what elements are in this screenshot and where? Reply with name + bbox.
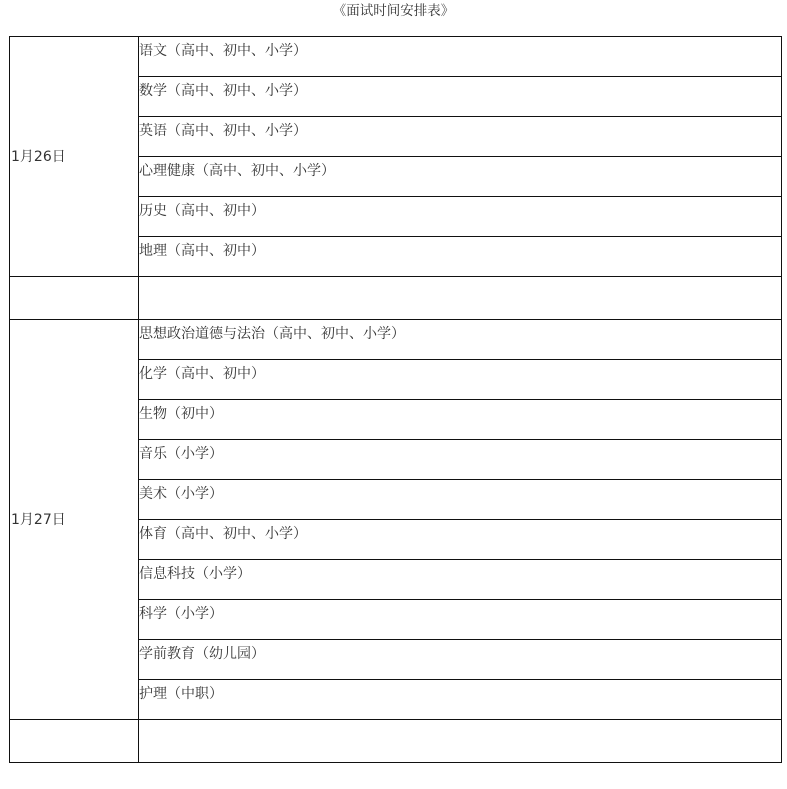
- empty-cell: [139, 277, 782, 320]
- schedule-table: [9, 36, 782, 763]
- subject-cell: 科学（小学）: [139, 600, 782, 640]
- subject-cell: 英语（高中、初中、小学）: [139, 117, 782, 157]
- subject-cell: 思想政治道德与法治（高中、初中、小学）: [139, 320, 782, 360]
- empty-row: [10, 277, 782, 320]
- subject-cell: 化学（高中、初中）: [139, 360, 782, 400]
- document-title: 《面试时间安排表》: [332, 3, 455, 19]
- subject-cell: 体育（高中、初中、小学）: [139, 520, 782, 560]
- empty-row: [10, 720, 782, 763]
- subject-cell: 学前教育（幼儿园）: [139, 640, 782, 680]
- subject-cell: 历史（高中、初中）: [139, 197, 782, 237]
- subject-cell: 护理（中职）: [139, 680, 782, 720]
- subject-cell: 音乐（小学）: [139, 440, 782, 480]
- empty-cell: [10, 277, 139, 320]
- empty-cell: [139, 720, 782, 763]
- subject-cell: 数学（高中、初中、小学）: [139, 77, 782, 117]
- subject-cell: 语文（高中、初中、小学）: [139, 37, 782, 77]
- date-cell-day2: 1月27日: [10, 320, 139, 720]
- table-row: [10, 37, 782, 77]
- subject-cell: 心理健康（高中、初中、小学）: [139, 157, 782, 197]
- table-row: [10, 320, 782, 360]
- empty-cell: [10, 720, 139, 763]
- subject-cell: 信息科技（小学）: [139, 560, 782, 600]
- subject-cell: 美术（小学）: [139, 480, 782, 520]
- date-cell-day1: 1月26日: [10, 37, 139, 277]
- subject-cell: 地理（高中、初中）: [139, 237, 782, 277]
- subject-cell: 生物（初中）: [139, 400, 782, 440]
